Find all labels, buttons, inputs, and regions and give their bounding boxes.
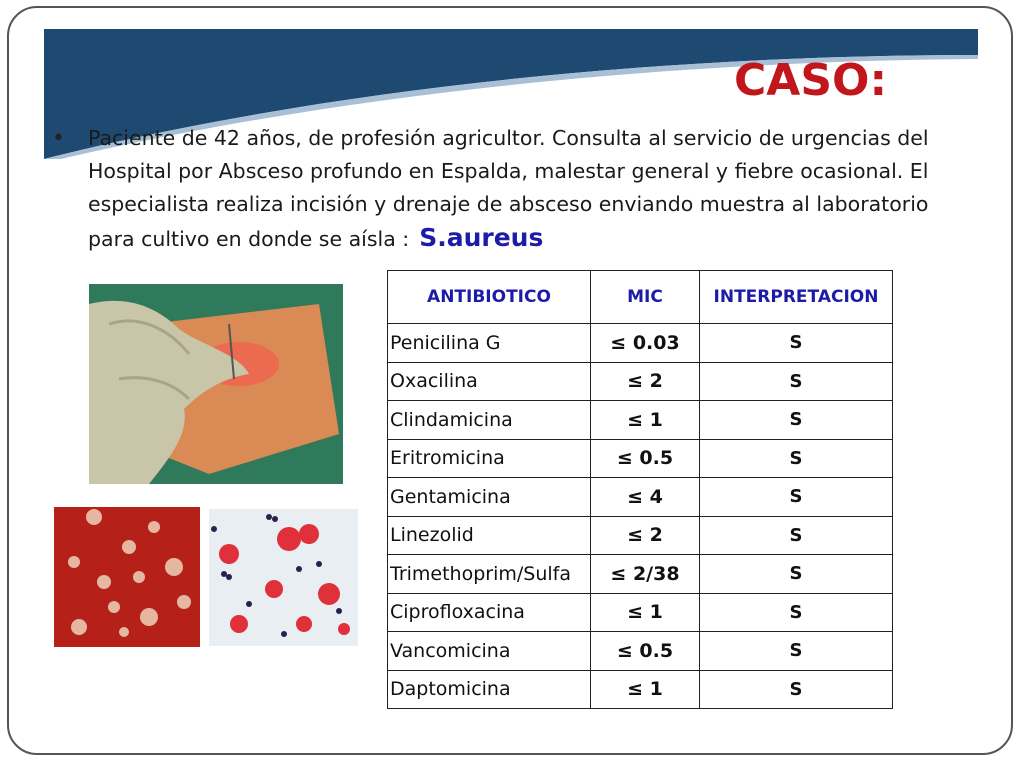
bullet-icon: • <box>52 126 65 151</box>
antibiotic-name: Linezolid <box>388 516 591 555</box>
antibiotic-name: Ciprofloxacina <box>388 593 591 632</box>
blood-agar-colonies-photo <box>54 507 200 647</box>
mic-value: ≤ 2/38 <box>591 555 700 594</box>
interpretation-value: S <box>700 478 893 517</box>
table-row <box>388 324 893 363</box>
interpretation-value: S <box>700 632 893 671</box>
table-header-row <box>388 271 893 324</box>
incision-drainage-photo <box>89 284 343 484</box>
table-row <box>388 401 893 440</box>
antibiotic-name: Eritromicina <box>388 439 591 478</box>
mic-value: ≤ 0.03 <box>591 324 700 363</box>
table-row <box>388 632 893 671</box>
interpretation-value: S <box>700 324 893 363</box>
header-mic: MIC <box>591 271 700 324</box>
antibiotic-name: Vancomicina <box>388 632 591 671</box>
interpretation-value: S <box>700 401 893 440</box>
table-row <box>388 593 893 632</box>
table-row <box>388 439 893 478</box>
antibiotic-name: Daptomicina <box>388 670 591 709</box>
mic-value: ≤ 1 <box>591 593 700 632</box>
case-text: Paciente de 42 años, de profesión agricultor. Consulta al servicio de urgencias del Hospital por Absceso profundo en Espalda, malestar general y fiebre ocasional. El especialista realiza incisión y drenaje de absceso enviando muestra al laboratorio para cultivo en donde se aísla : <box>88 126 929 251</box>
slide-title: CASO: <box>734 55 888 106</box>
antibiogram-table <box>387 270 893 709</box>
table-row <box>388 555 893 594</box>
interpretation-value: S <box>700 670 893 709</box>
antibiotic-name: Penicilina G <box>388 324 591 363</box>
gram-stain-photo <box>209 509 358 646</box>
interpretation-value: S <box>700 593 893 632</box>
antibiotic-name: Oxacilina <box>388 362 591 401</box>
table-row <box>388 362 893 401</box>
table-row <box>388 670 893 709</box>
mic-value: ≤ 1 <box>591 670 700 709</box>
interpretation-value: S <box>700 439 893 478</box>
mic-value: ≤ 0.5 <box>591 439 700 478</box>
table-row <box>388 516 893 555</box>
header-antibiotic: ANTIBIOTICO <box>388 271 591 324</box>
mic-value: ≤ 2 <box>591 516 700 555</box>
antibiotic-name: Clindamicina <box>388 401 591 440</box>
header-interpretation: INTERPRETACION <box>700 271 893 324</box>
table-row <box>388 478 893 517</box>
antibiotic-name: Gentamicina <box>388 478 591 517</box>
interpretation-value: S <box>700 555 893 594</box>
interpretation-value: S <box>700 362 893 401</box>
mic-value: ≤ 1 <box>591 401 700 440</box>
antibiotic-name: Trimethoprim/Sulfa <box>388 555 591 594</box>
mic-value: ≤ 0.5 <box>591 632 700 671</box>
mic-value: ≤ 4 <box>591 478 700 517</box>
mic-value: ≤ 2 <box>591 362 700 401</box>
interpretation-value: S <box>700 516 893 555</box>
organism-name: S.aureus <box>419 223 544 252</box>
case-description <box>88 122 968 256</box>
